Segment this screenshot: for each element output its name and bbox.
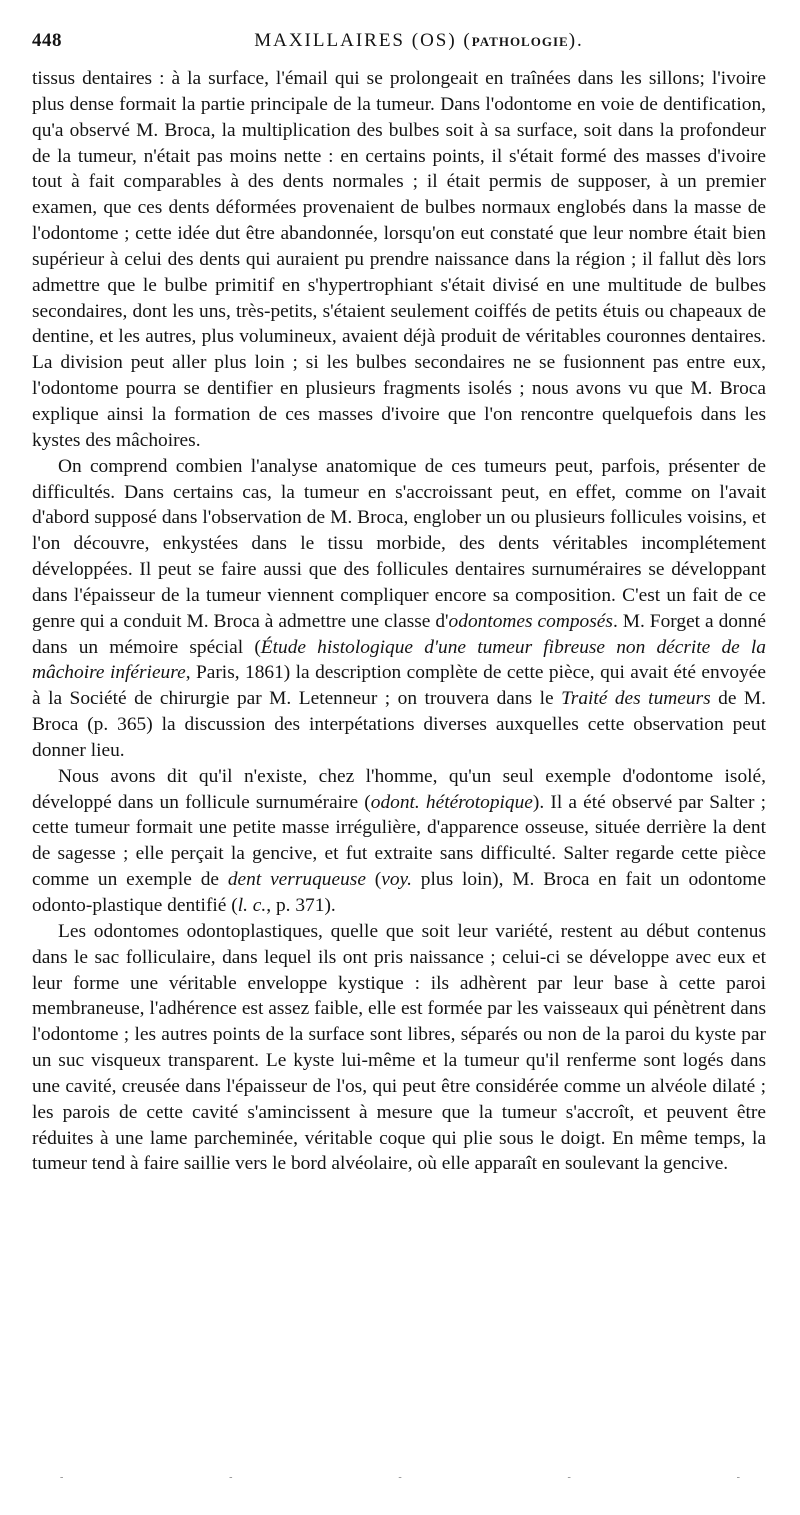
italic-text: Traité des tumeurs — [561, 688, 711, 710]
footer-mark: - — [229, 1472, 233, 1483]
footer-rule — [60, 1472, 740, 1483]
text-run: plus loin), M. Broca en fait un odontome odonto-plastique dentifié ( — [32, 869, 766, 916]
footer-mark: - — [567, 1472, 571, 1483]
paragraph — [32, 919, 766, 1177]
italic-text: l. c. — [237, 895, 267, 916]
text-run: de M. Broca (p. 365) la discussion des interpétations diverses auxquelles cette observation peut donner lieu. — [32, 688, 766, 761]
text-run: tissus dentaires : à la surface, l'émail qui se prolongeait en traînées dans les sillons; l'ivoire plus dense formait la partie principale de la tumeur. Dans l'odontome en voie de dentification, qu'a observé M. Broca, la multiplication des bulbes soit à sa surface, soit dans la profondeur de la tumeur, n'était pas moins nette : en certains points, il s'était formé des masses d'ivoire tout à fait comparables à des dents normales ; il était permis de supposer, à un premier examen, que ces dents déformées provenaient de bulbes normaux englobés dans la masse de l'odontome ; cette idée dut être abandonnée, lorsqu'on eut constaté que leur nombre était bien supérieur à celui des dents qui auraient pu prendre naissance dans la région ; il fallut dès lors admettre que le bulbe primitif en s'hypertrophiant s'était divisé en une multitude de bulbes secondaires, dont les uns, très-petits, s'étaient seulement coiffés de petits étuis ou chapeaux de dentine, et les autres, plus volumineux, avaient déjà produit de véritables couronnes dentaires. La division peut aller plus loin ; si les bulbes secondaires ne se fusionnent pas entre eux, l'odontome pourra se dentifier en plusieurs fragments isolés ; nous avons vu que M. Broca explique ainsi la formation de ces masses d'ivoire que l'on rencontre quelquefois dans les kystes des mâchoires. — [32, 68, 766, 451]
footer-mark: - — [60, 1472, 64, 1483]
italic-text: odontomes composés — [448, 610, 613, 632]
paragraph — [32, 454, 766, 764]
running-title — [32, 30, 766, 52]
italic-text: odont. hétérotopique — [370, 791, 533, 813]
paragraph — [32, 66, 766, 454]
text-run: On comprend combien l'analyse anatomique de ces tumeurs peut, parfois, présenter de difficultés. Dans certains cas, la tumeur en s'accroissant peut, en effet, comme on l'avait d'abord supposé dans l'observation de M. Broca, englober un ou plusieurs follicules voisins, et l'on découvre, enkystées dans le tissu morbide, des dents véritables incomplétement développées. Il peut se faire aussi que des follicules dentaires surnuméraires se développant dans l'épaisseur de la tumeur viennent compliquer encore sa composition. C'est un fait de ce genre qui a conduit M. Broca à admettre une classe d' — [32, 455, 766, 632]
text-run: Les odontomes odontoplastiques, quelle que soit leur variété, restent au début contenus dans le sac folliculaire, dans lequel ils ont pris naissance ; celui-ci se développe avec eux et leur forme une véritable enveloppe kystique : ils adhèrent par leur base à cette paroi membraneuse, l'adhérence est assez faible, elle est formée par les vaisseaux qui pénètrent dans l'odontome ; les autres points de la surface sont libres, séparés ou non de la paroi du kyste par un suc visqueux transparent. Le kyste lui-même et la tumeur qu'il renferme sont logés dans une cavité, creusée dans l'épaisseur de l'os, qui peut être considérée comme un alvéole dilaté ; les parois de cette cavité s'amincissent à mesure que la tumeur s'accroît, et peuvent être réduites à une lame parcheminée, véritable coque qui plie sous le doigt. En même temps, la tumeur tend à faire saillie vers le bord alvéolaire, où elle apparaît en soulevant la gencive. — [32, 920, 766, 1175]
text-run: ). Il a été observé par Salter ; cette tumeur formait une petite masse irrégulière, d'apparence osseuse, située derrière la dent de sagesse ; elle perçait la gencive, et fut extraite sans difficulté. Salter regarde cette pièce comme un exemple de — [32, 791, 767, 891]
text-run: ( — [365, 869, 382, 891]
running-title-close: ). — [568, 30, 584, 51]
running-header — [32, 30, 766, 58]
text-run: , Paris, 1861) la description complète de cette pièce, qui avait été envoyée à la Société de chirurgie par M. Letenneur ; on trouvera dans le — [32, 662, 766, 710]
italic-text: Étude histologique d'une tumeur fibreuse non décrite de la mâchoire inférieure — [32, 636, 766, 684]
body-text — [32, 66, 766, 1177]
italic-text: voy. — [381, 869, 412, 891]
running-title-main: MAXILLAIRES (OS) ( — [254, 30, 472, 51]
footer-mark: - — [398, 1472, 402, 1483]
page-number: 448 — [32, 30, 62, 51]
footer-mark: - — [736, 1472, 740, 1483]
text-run: , p. 371). — [266, 895, 336, 916]
text-run: Nous avons dit qu'il n'existe, chez l'homme, qu'un seul exemple d'odontome isolé, développé dans un follicule surnuméraire ( — [32, 765, 766, 813]
italic-text: dent verruqueuse — [227, 869, 366, 891]
book-page — [32, 30, 766, 1177]
paragraph — [32, 764, 766, 919]
running-title-subject: PATHOLOGIE — [471, 34, 569, 49]
text-run: . M. Forget a donné dans un mémoire spécial ( — [32, 610, 766, 658]
